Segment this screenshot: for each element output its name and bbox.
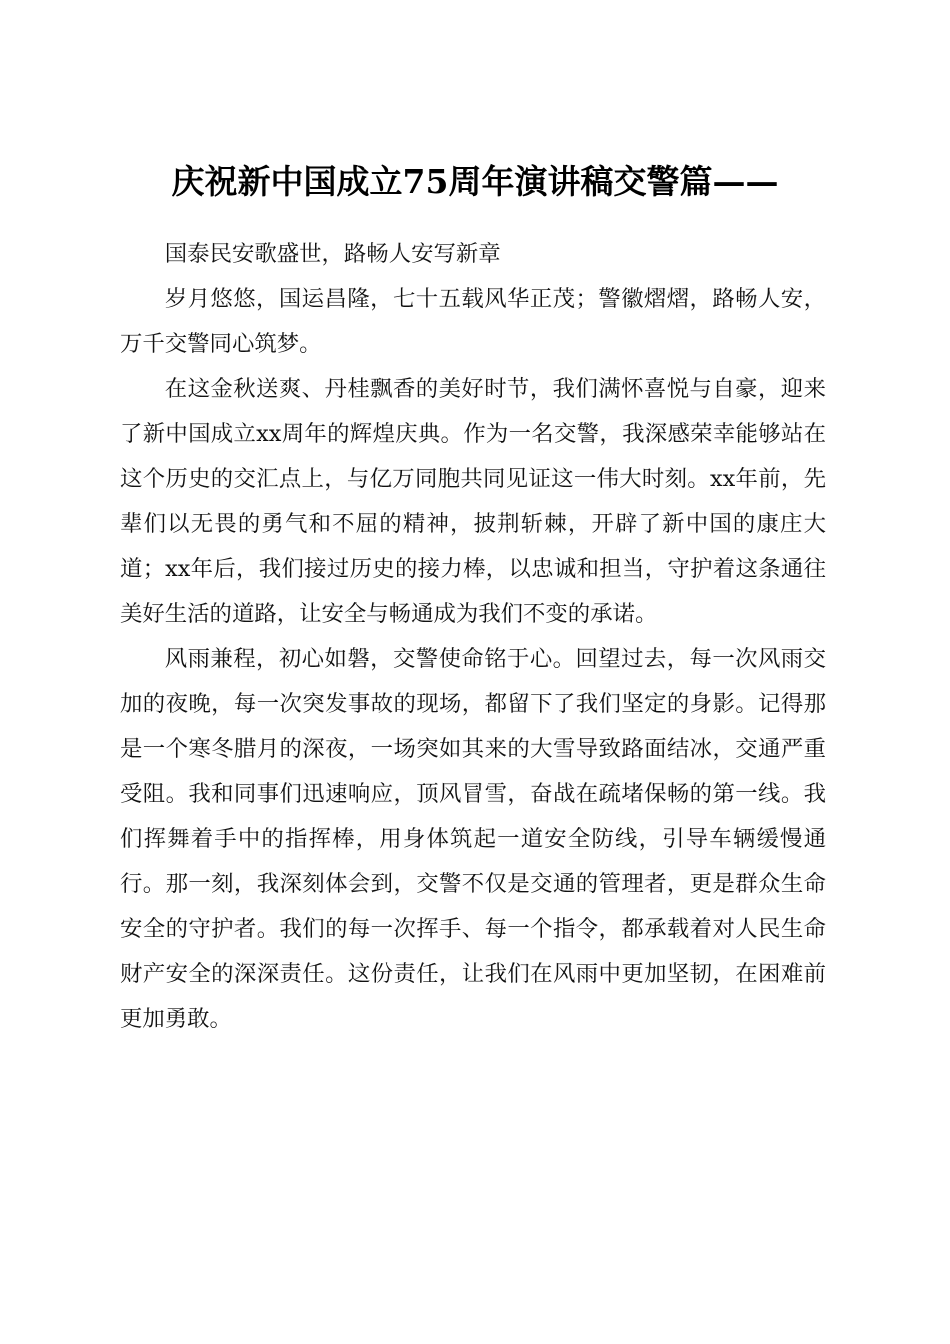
- body-paragraph: 岁月悠悠，国运昌隆，七十五载风华正茂；警徽熠熠，路畅人安，万千交警同心筑梦。: [120, 286, 826, 357]
- body-paragraph: 风雨兼程，初心如磐，交警使命铭于心。回望过去，每一次风雨交加的夜晚，每一次突发事故的现场，都留下了我们坚定的身影。记得那是一个寒冬腊月的深夜，一场突如其来的大雪导致路面结冰，交通严重受阻。我和同事们迅速响应，顶风冒雪，奋战在疏堵保畅的第一线。我们挥舞着手中的指挥棒，用身体筑起一道安全防线，引导车辆缓慢通行。那一刻，我深刻体会到，交警不仅是交通的管理者，更是群众生命安全的守护者。我们的每一次挥手、每一个指令，都承载着对人民生命财产安全的深深责任。这份责任，让我们在风雨中更加坚韧，在困难前更加勇敢。: [120, 646, 826, 1032]
- document-body: [120, 232, 826, 1042]
- subtitle-paragraph: 国泰民安歌盛世，路畅人安写新章: [164, 241, 501, 267]
- document-title: 庆祝新中国成立75周年演讲稿交警篇——: [171, 162, 779, 202]
- body-paragraph: 在这金秋送爽、丹桂飘香的美好时节，我们满怀喜悦与自豪，迎来了新中国成立xx周年的辉煌庆典。作为一名交警，我深感荣幸能够站在这个历史的交汇点上，与亿万同胞共同见证这一伟大时刻。xx年前，先辈们以无畏的勇气和不屈的精神，披荆斩棘，开辟了新中国的康庄大道；xx年后，我们接过历史的接力棒，以忠诚和担当，守护着这条通往美好生活的道路，让安全与畅通成为我们不变的承诺。: [120, 376, 826, 627]
